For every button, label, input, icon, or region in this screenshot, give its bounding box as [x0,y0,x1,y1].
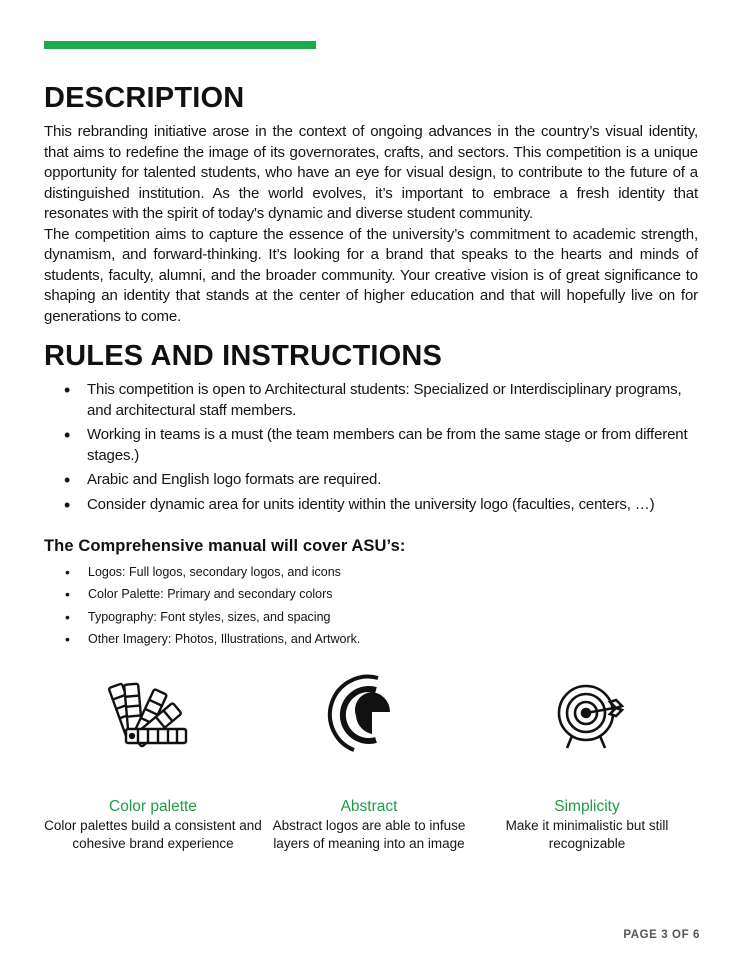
page-number: PAGE 3 OF 6 [623,929,700,941]
manual-list-item: • Typography: Font styles, sizes, and spacing [44,606,644,628]
feature-title: Color palette [109,798,197,815]
target-arrow-icon [542,670,632,760]
rules-list-item: • Working in teams is a must (the team members can be from the same stage or from different stages.) [44,425,704,466]
rules-list [44,380,704,519]
description-paragraph: This rebranding initiative arose in the context of ongoing advances in the country’s visual identity, that aims to redefine the image of its governorates, crafts, and sectors. This competition is a unique opportunity for talented students, who have an eye for visual design, to contribute to the future of a distinguished institution. As the world evolves, it’s important to embrace a fresh identity that resonates with the spirit of today's dynamic and diverse student community. [44,123,698,222]
manual-list-item: • Other Imagery: Photos, Illustrations, and Artwork. [44,628,644,650]
feature-title: Abstract [340,798,398,815]
description-body [44,122,698,327]
feature-color-palette [38,670,268,853]
accent-bar [44,41,316,49]
rules-list-item: • Arabic and English logo formats are required. [44,470,704,491]
rules-heading: RULES AND INSTRUCTIONS [44,340,443,372]
feature-description: Color palettes build a consistent and cohesive brand experience [44,818,262,851]
feature-title: Simplicity [554,798,620,815]
color-swatch-icon [108,670,198,760]
abstract-arcs-icon [324,670,414,760]
description-paragraph: The competition aims to capture the essence of the university’s commitment to academic strength, dynamism, and forward-thinking. It’s looking for a brand that speaks to the hearts and minds of students, faculty, alumni, and the broader community. Your creative vision is of great significance to shaping an identity that stands at the center of higher education and that will hopefully live on for generations to come. [44,225,698,325]
manual-list [44,561,644,650]
manual-heading: The Comprehensive manual will cover ASU’s: [44,537,406,555]
manual-list-item: • Color Palette: Primary and secondary colors [44,583,644,605]
description-heading: DESCRIPTION [44,82,245,114]
feature-description: Abstract logos are able to infuse layers of meaning into an image [272,818,466,851]
rules-list-item: • Consider dynamic area for units identity within the university logo (faculties, centers, …) [44,495,704,516]
rules-list-item: • This competition is open to Architectural students: Specialized or Interdisciplinary programs, and architectural staff members. [44,380,704,421]
feature-simplicity [472,670,702,853]
feature-description: Make it minimalistic but still recognizable [505,818,669,851]
manual-list-item: • Logos: Full logos, secondary logos, and icons [44,561,644,583]
feature-abstract [254,670,484,853]
